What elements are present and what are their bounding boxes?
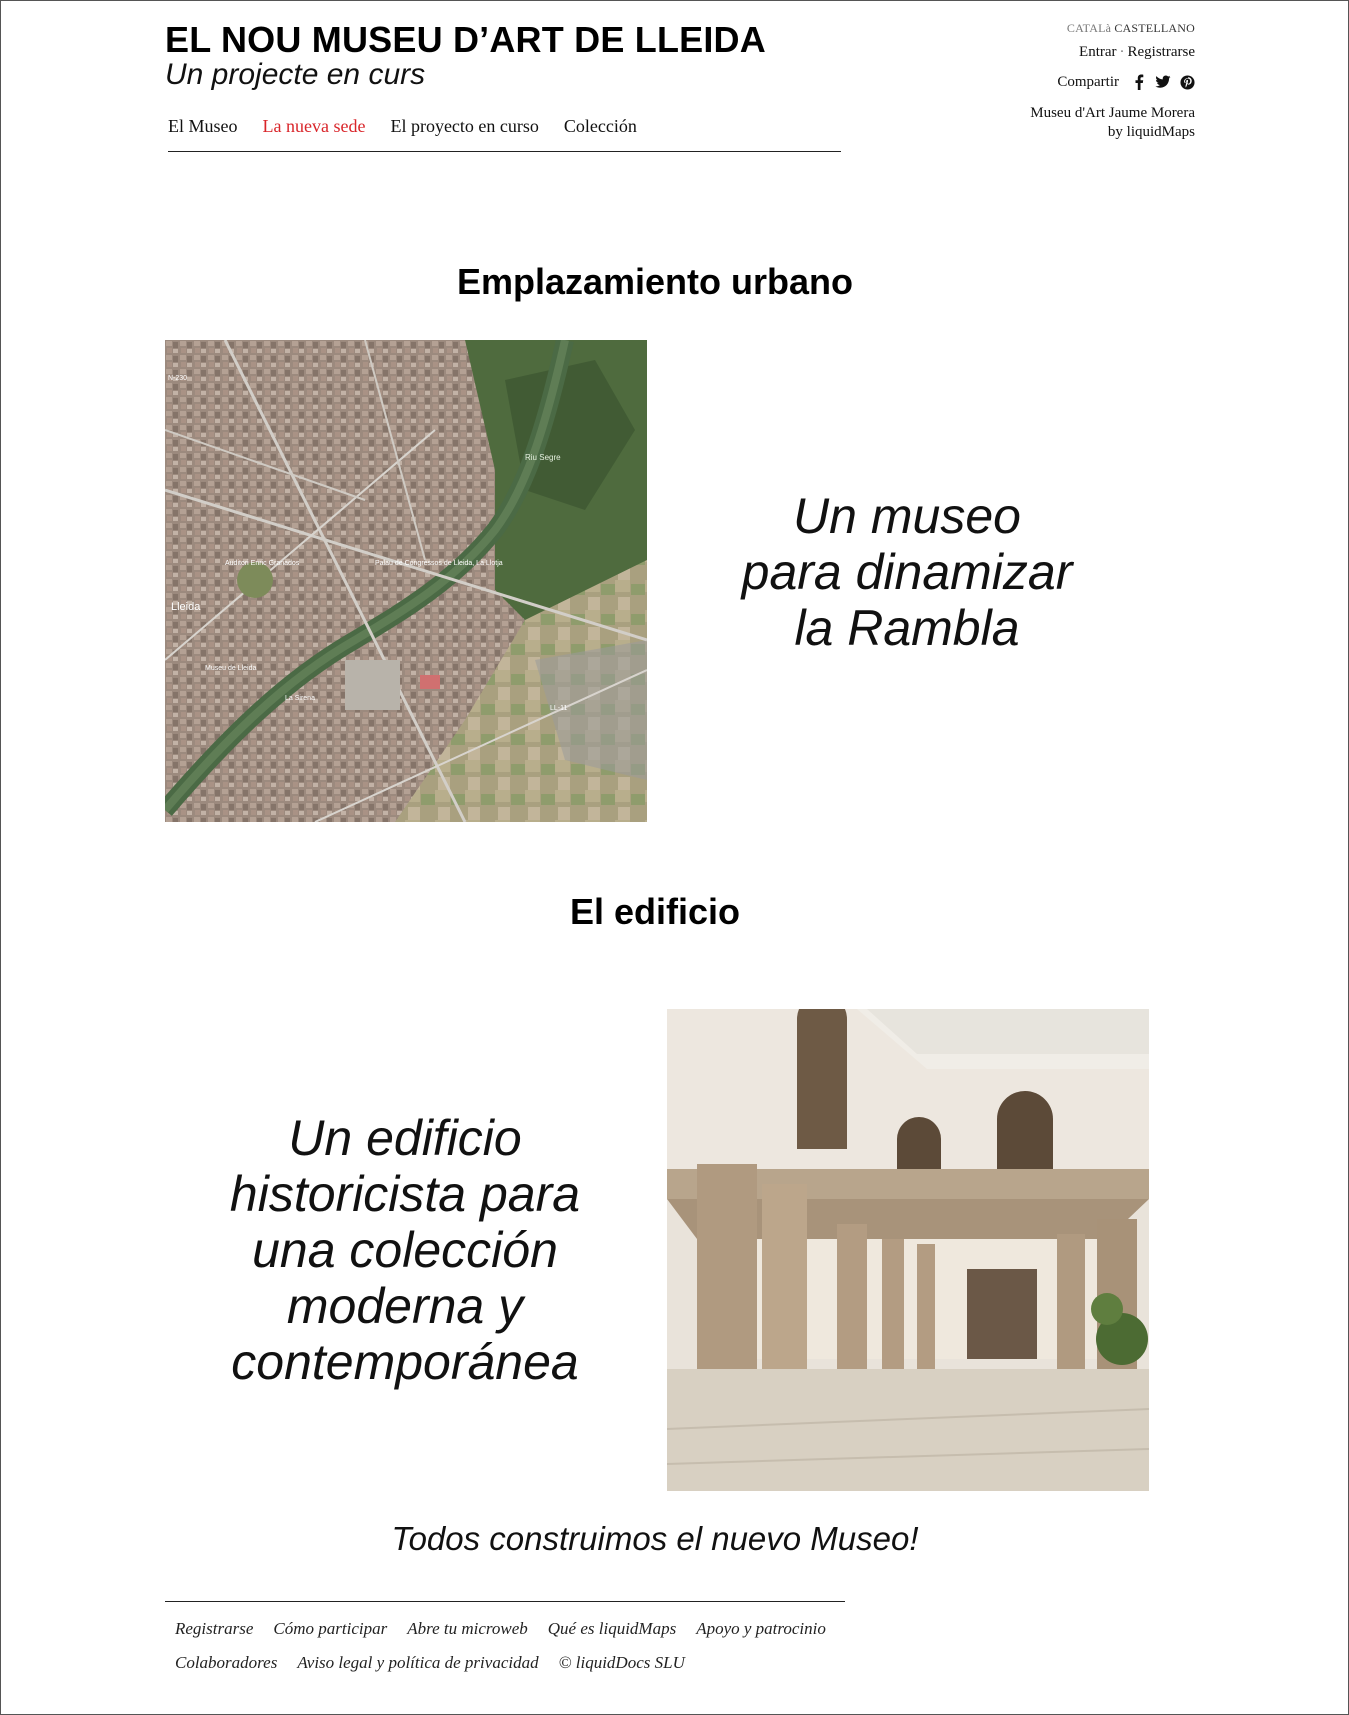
section-heading-building: El edificio bbox=[569, 891, 741, 932]
footer-copyright: © liquidDocs SLU bbox=[558, 1653, 685, 1672]
nav-item-la-nueva-sede[interactable]: La nueva sede bbox=[262, 116, 366, 136]
nav-item-el-museo[interactable]: El Museo bbox=[168, 116, 238, 136]
main-nav bbox=[168, 114, 637, 138]
building-tagline-line-4: moderna y bbox=[286, 1278, 524, 1334]
credit-museum[interactable]: Museu d'Art Jaume Morera bbox=[1030, 105, 1195, 121]
login-link[interactable]: Entrar bbox=[1079, 44, 1117, 60]
footer-link-aviso-legal[interactable]: Aviso legal y política de privacidad bbox=[297, 1653, 539, 1672]
facebook-icon[interactable] bbox=[1131, 74, 1147, 90]
lang-catala-link[interactable]: CATALà bbox=[1066, 21, 1112, 35]
auth-links bbox=[895, 42, 1195, 62]
footer-link-abre-microweb[interactable]: Abre tu microweb bbox=[407, 1619, 528, 1638]
auth-separator: · bbox=[1119, 44, 1125, 60]
map-label-auditori: Auditori Enric Granados bbox=[225, 560, 300, 567]
nav-item-el-proyecto-en-curso[interactable]: El proyecto en curso bbox=[390, 116, 539, 136]
lang-castellano-link[interactable]: CASTELLANO bbox=[1114, 21, 1195, 35]
map-label-riu-segre: Riu Segre bbox=[525, 453, 561, 462]
register-link[interactable]: Registrarse bbox=[1127, 44, 1195, 60]
closing-message: Todos construimos el nuevo Museo! bbox=[391, 1520, 919, 1557]
pinterest-icon[interactable] bbox=[1179, 74, 1195, 90]
account-panel bbox=[895, 18, 1195, 142]
footer-links bbox=[175, 1612, 895, 1680]
urban-tagline bbox=[690, 488, 1124, 656]
building-tagline bbox=[185, 1110, 625, 1390]
site-subtitle: Un projecte en curs bbox=[165, 58, 426, 91]
footer-link-colaboradores[interactable]: Colaboradores bbox=[175, 1653, 278, 1672]
share-label[interactable]: Compartir bbox=[1057, 74, 1119, 90]
footer-link-que-es-liquidmaps[interactable]: Qué es liquidMaps bbox=[547, 1619, 677, 1638]
nav-item-coleccion[interactable]: Colección bbox=[563, 116, 637, 136]
urban-tagline-line-2: para dinamizar bbox=[741, 544, 1073, 600]
credit-liquidmaps[interactable]: by liquidMaps bbox=[1107, 124, 1195, 140]
urban-tagline-line-1: Un museo bbox=[793, 488, 1021, 544]
nav-divider bbox=[168, 151, 841, 152]
map-label-museu: Museu de Lleida bbox=[205, 665, 257, 672]
satellite-map-image[interactable] bbox=[165, 340, 647, 822]
site-title[interactable]: EL NOU MUSEU D’ART DE LLEIDA bbox=[165, 19, 766, 60]
share-bar bbox=[895, 72, 1195, 92]
building-tagline-line-5: contemporánea bbox=[231, 1334, 579, 1390]
footer-divider bbox=[165, 1601, 845, 1602]
footer-link-apoyo-patrocinio[interactable]: Apoyo y patrocinio bbox=[696, 1619, 826, 1638]
urban-tagline-line-3: la Rambla bbox=[794, 600, 1020, 656]
footer-link-registrarse[interactable]: Registrarse bbox=[175, 1619, 254, 1638]
building-tagline-line-1: Un edificio bbox=[288, 1110, 522, 1166]
credits bbox=[895, 104, 1195, 142]
map-label-n230: N-230 bbox=[168, 375, 188, 382]
section-heading-urban: Emplazamiento urbano bbox=[456, 261, 854, 302]
footer-row-1 bbox=[175, 1612, 895, 1646]
map-label-la-sirena: La Sirena bbox=[285, 695, 315, 702]
map-label-ll11: LL-11 bbox=[550, 705, 568, 712]
twitter-icon[interactable] bbox=[1155, 74, 1171, 90]
footer-row-2 bbox=[175, 1646, 895, 1680]
building-interior-image[interactable] bbox=[667, 1009, 1149, 1491]
footer-link-como-participar[interactable]: Cómo participar bbox=[273, 1619, 388, 1638]
map-label-palau: Palau de Congressos de Lleida, La Llotja bbox=[375, 560, 503, 567]
map-label-lleida: Lleida bbox=[171, 601, 201, 613]
language-switcher bbox=[895, 18, 1195, 38]
building-tagline-line-2: historicista para bbox=[229, 1166, 581, 1222]
building-tagline-line-3: una colección bbox=[252, 1222, 558, 1278]
